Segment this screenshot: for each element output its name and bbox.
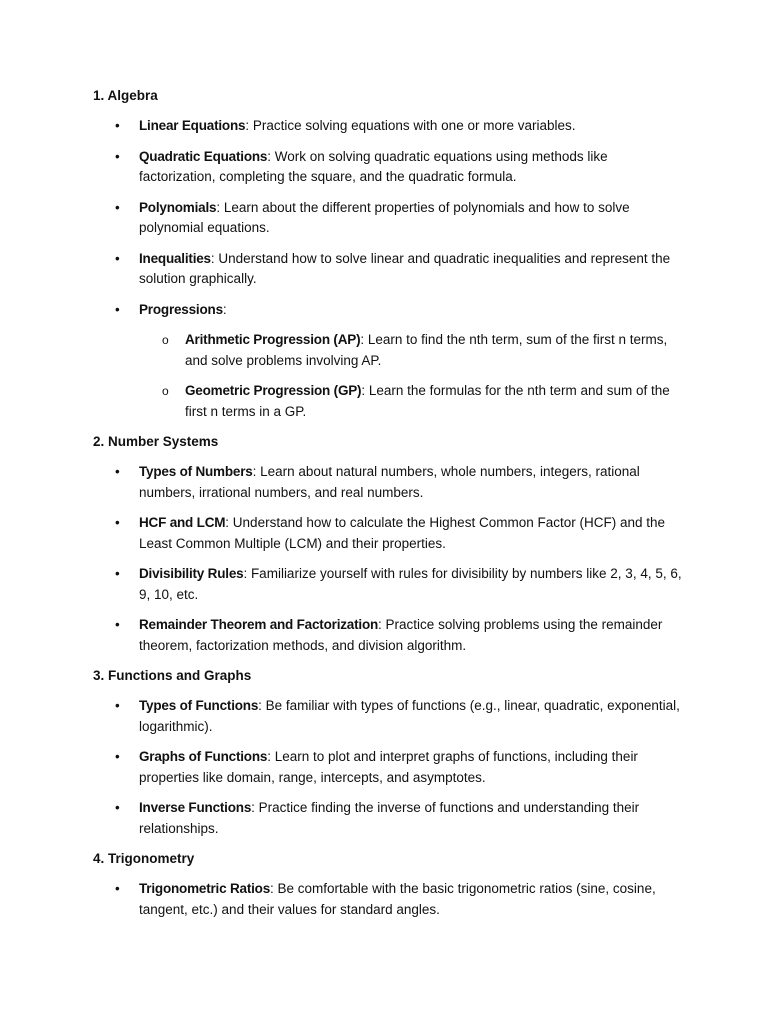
topic-description: : Practice finding the inverse of functions and understanding their relationships.: [139, 800, 640, 836]
list-item: [93, 300, 683, 423]
topic-term: Trigonometric Ratios: [139, 881, 271, 896]
list-item: [93, 747, 683, 788]
sub-bullet-icon: o: [162, 333, 169, 347]
subtopic-term: Arithmetic Progression (AP): [185, 332, 361, 347]
bullet-icon: •: [115, 617, 120, 632]
bullet-icon: •: [115, 749, 120, 764]
topic-term: Polynomials: [139, 199, 217, 215]
section-heading: 4. Trigonometry: [93, 851, 195, 866]
topic-list: [93, 462, 683, 656]
list-item: [93, 798, 683, 839]
subtopic-term: Geometric Progression (GP): [185, 383, 362, 398]
list-item: [93, 462, 683, 503]
section-trigonometry: [93, 849, 683, 920]
bullet-icon: •: [115, 199, 120, 215]
bullet-icon: •: [115, 250, 120, 266]
topic-term: Progressions: [139, 301, 223, 317]
subtopic-description: : Learn the formulas for the nth term and sum of the first n terms in a GP.: [185, 383, 670, 419]
topic-list: [93, 116, 683, 422]
section-heading: 3. Functions and Graphs: [93, 668, 252, 683]
list-item: [93, 198, 683, 239]
list-item: [93, 564, 683, 605]
topic-description: : Practice solving equations with one or more variables.: [245, 118, 576, 133]
sub-list-item: [139, 381, 683, 422]
topic-term: Types of Numbers: [139, 464, 253, 479]
topic-description: : Understand how to calculate the Highest Common Factor (HCF) and the Least Common Multiple (LCM) and their properties.: [139, 515, 665, 551]
sub-bullet-icon: o: [162, 384, 169, 398]
bullet-icon: •: [115, 881, 120, 896]
topic-description: : Learn to plot and interpret graphs of functions, including their properties like domain, range, intercepts, and asymptotes.: [139, 749, 638, 785]
topic-description: : Learn about the different properties of polynomials and how to solve polynomial equations.: [139, 199, 630, 235]
topic-term: Inequalities: [139, 250, 211, 266]
section-algebra: [93, 86, 683, 422]
bullet-icon: •: [115, 515, 120, 530]
bullet-icon: •: [115, 800, 120, 815]
subtopic-description: : Learn to find the nth term, sum of the first n terms, and solve problems involving AP.: [185, 332, 668, 368]
topic-list: [93, 696, 683, 839]
topic-description: :: [222, 301, 227, 317]
list-item: [93, 879, 683, 920]
section-number-systems: [93, 432, 683, 656]
topic-list: [93, 879, 683, 920]
section-heading: 2. Number Systems: [93, 434, 219, 449]
topic-description: : Understand how to solve linear and quadratic inequalities and represent the solution graphically.: [139, 250, 671, 286]
bullet-icon: •: [115, 566, 120, 581]
topic-term: Graphs of Functions: [139, 749, 268, 764]
list-item: [93, 615, 683, 656]
list-item: [93, 147, 683, 188]
topic-description: : Work on solving quadratic equations using methods like factorization, completing the square, and the quadratic formula.: [139, 148, 608, 184]
sub-list-item: [139, 330, 683, 371]
section-heading: 1. Algebra: [93, 88, 158, 103]
topic-term: Quadratic Equations: [139, 148, 268, 164]
list-item: [93, 249, 683, 290]
bullet-icon: •: [115, 464, 120, 479]
topic-term: Inverse Functions: [139, 800, 252, 815]
bullet-icon: •: [115, 118, 120, 133]
topic-term: Divisibility Rules: [139, 566, 244, 581]
topic-term: HCF and LCM: [139, 515, 226, 530]
bullet-icon: •: [115, 698, 120, 713]
topic-description: : Learn about natural numbers, whole numbers, integers, rational numbers, irrational numbers, and real numbers.: [139, 464, 640, 500]
list-item: [93, 513, 683, 554]
list-item: [93, 696, 683, 737]
section-functions-graphs: [93, 666, 683, 839]
subtopic-list: [139, 330, 683, 422]
topic-term: Types of Functions: [139, 698, 259, 713]
bullet-icon: •: [115, 301, 120, 317]
topic-term: Remainder Theorem and Factorization: [139, 617, 379, 632]
topic-description: : Be comfortable with the basic trigonometric ratios (sine, cosine, tangent, etc.) and their values for standard angles.: [139, 881, 656, 917]
bullet-icon: •: [115, 148, 120, 164]
document-page: [93, 86, 683, 930]
topic-term: Linear Equations: [139, 118, 246, 133]
topic-description: : Be familiar with types of functions (e.g., linear, quadratic, exponential, logarithmic).: [139, 698, 680, 734]
list-item: [93, 116, 683, 137]
topic-description: : Practice solving problems using the remainder theorem, factorization methods, and division algorithm.: [139, 617, 663, 653]
topic-description: : Familiarize yourself with rules for divisibility by numbers like 2, 3, 4, 5, 6, 9, 10, etc.: [139, 566, 682, 602]
